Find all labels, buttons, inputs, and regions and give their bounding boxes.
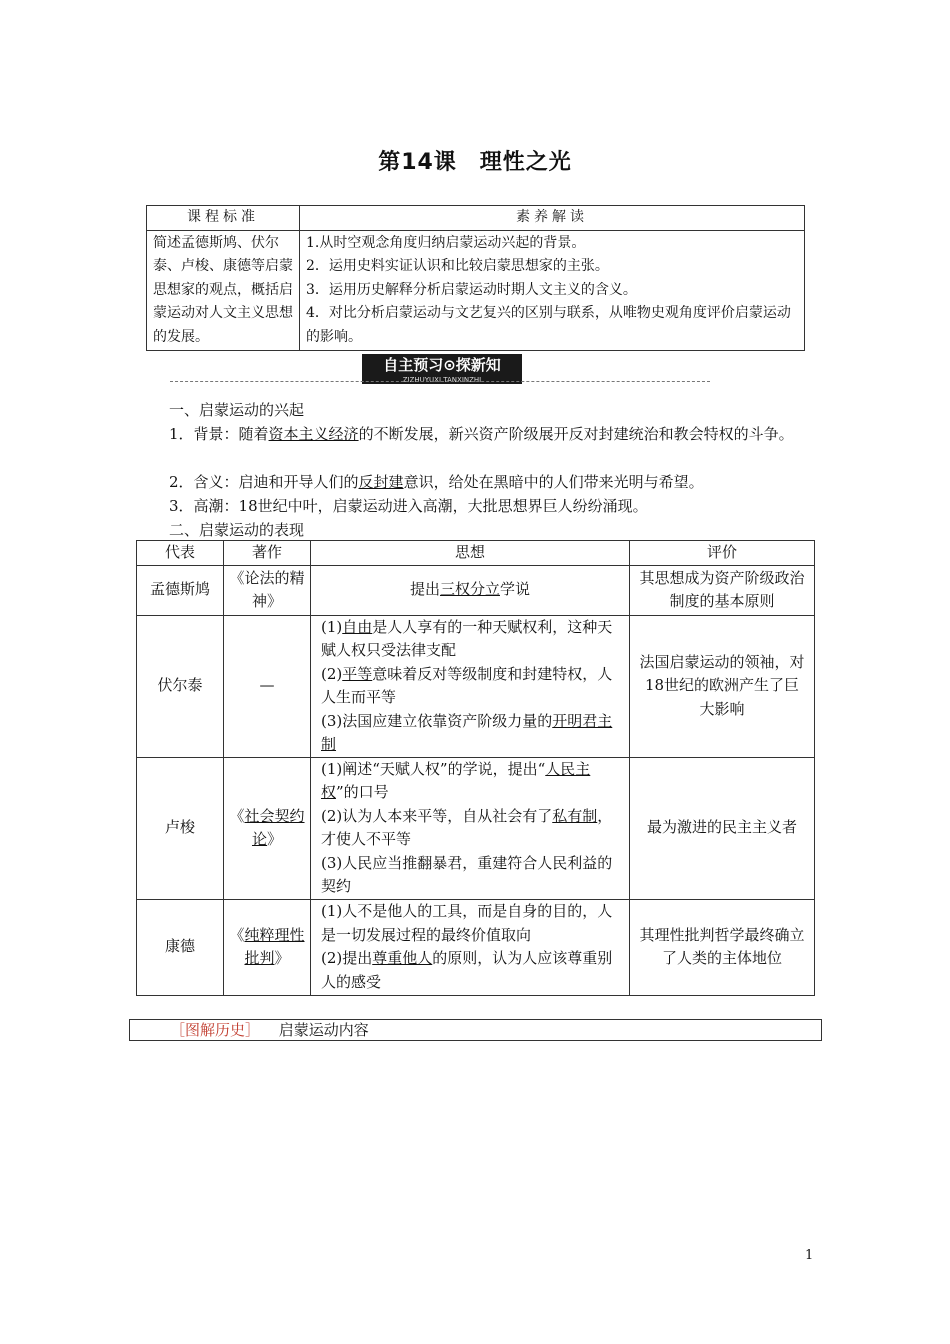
section2-heading: 二、启蒙运动的表现: [169, 521, 305, 539]
work-cell: 《社会契约论》: [224, 757, 311, 899]
literacy-header: 素养解读: [300, 206, 805, 231]
thought-cell: (1)自由是人人享有的一种天赋权利，这种天赋人权只受法律支配 (2)平等意味着反对等级制度和封建特权，人人生而平等 (3)法国应建立依靠资产阶级力量的开明君主制: [311, 615, 630, 757]
page-number: 1: [805, 1248, 814, 1263]
rep-cell: 孟德斯鸠: [137, 565, 224, 615]
illustrated-history-box: [129, 1019, 822, 1041]
standard-text: 简述孟德斯鸠、伏尔泰、卢梭、康德等启蒙思想家的观点，概括启蒙运动对人文主义思想的发展。: [147, 230, 300, 351]
col-header-rep: 代表: [137, 541, 224, 566]
meaning-paragraph: 2．含义：启迪和开导人们的反封建意识，给处在黑暗中的人们带来光明与希望。: [169, 473, 704, 491]
col-header-work: 著作: [224, 541, 311, 566]
eval-cell: 其思想成为资产阶级政治制度的基本原则: [630, 565, 815, 615]
illustrated-history-text: 启蒙运动内容: [278, 1021, 369, 1039]
thought-cell: 提出三权分立学说: [311, 565, 630, 615]
rep-cell: 康德: [137, 899, 224, 995]
col-header-eval: 评价: [630, 541, 815, 566]
eval-cell: 最为激进的民主主义者: [630, 757, 815, 899]
thought-cell: (1)阐述“天赋人权”的学说，提出“人民主权”的口号 (2)认为人本来平等，自从社会有了私有制，才使人不平等 (3)人民应当推翻暴君，重建符合人民利益的契约: [311, 757, 630, 899]
table-row: [137, 757, 815, 899]
section1-heading: 一、启蒙运动的兴起: [169, 401, 305, 419]
literacy-item: 4．对比分析启蒙运动与文艺复兴的区别与联系，从唯物史观角度评价启蒙运动的影响。: [306, 305, 791, 345]
standard-header: 课程标准: [147, 206, 300, 231]
eval-cell: 法国启蒙运动的领袖，对18世纪的欧洲产生了巨大影响: [630, 615, 815, 757]
rep-cell: 卢梭: [137, 757, 224, 899]
eval-cell: 其理性批判哲学最终确立了人类的主体地位: [630, 899, 815, 995]
rep-cell: 伏尔泰: [137, 615, 224, 757]
enlightenment-table: [136, 540, 815, 996]
banner-title: 自主预习⊙探新知: [362, 354, 522, 376]
section-banner: [170, 350, 710, 386]
work-cell: 《论法的精神》: [224, 565, 311, 615]
table-row: [137, 565, 815, 615]
literacy-item: 1.从时空观念角度归纳启蒙运动兴起的背景。: [306, 234, 586, 251]
literacy-list: [300, 230, 805, 351]
climax-paragraph: 3．高潮：18世纪中叶，启蒙运动进入高潮，大批思想界巨人纷纷涌现。: [169, 497, 648, 515]
background-paragraph: 1．背景：随着资本主义经济的不断发展，新兴资产阶级展开反对封建统治和教会特权的斗争。: [169, 425, 794, 443]
table-row: [137, 615, 815, 757]
col-header-thought: 思想: [311, 541, 630, 566]
illustrated-history-tag: ［图解历史］: [170, 1021, 261, 1039]
thought-cell: (1)人不是他人的工具，而是自身的目的，人是一切发展过程的最终价值取向 (2)提出尊重他人的原则，认为人应该尊重别人的感受: [311, 899, 630, 995]
page-title: 第14课 理性之光: [378, 150, 572, 175]
curriculum-standard-table: [146, 205, 805, 351]
literacy-item: 3．运用历史解释分析启蒙运动时期人文主义的含义。: [306, 281, 637, 298]
banner-subtitle: ZIZHUYUXI TANXINZHI: [362, 376, 522, 384]
literacy-item: 2．运用史料实证认识和比较启蒙思想家的主张。: [306, 258, 609, 274]
table-row: [137, 899, 815, 995]
work-cell: 《纯粹理性批判》: [224, 899, 311, 995]
work-cell: —: [224, 615, 311, 757]
